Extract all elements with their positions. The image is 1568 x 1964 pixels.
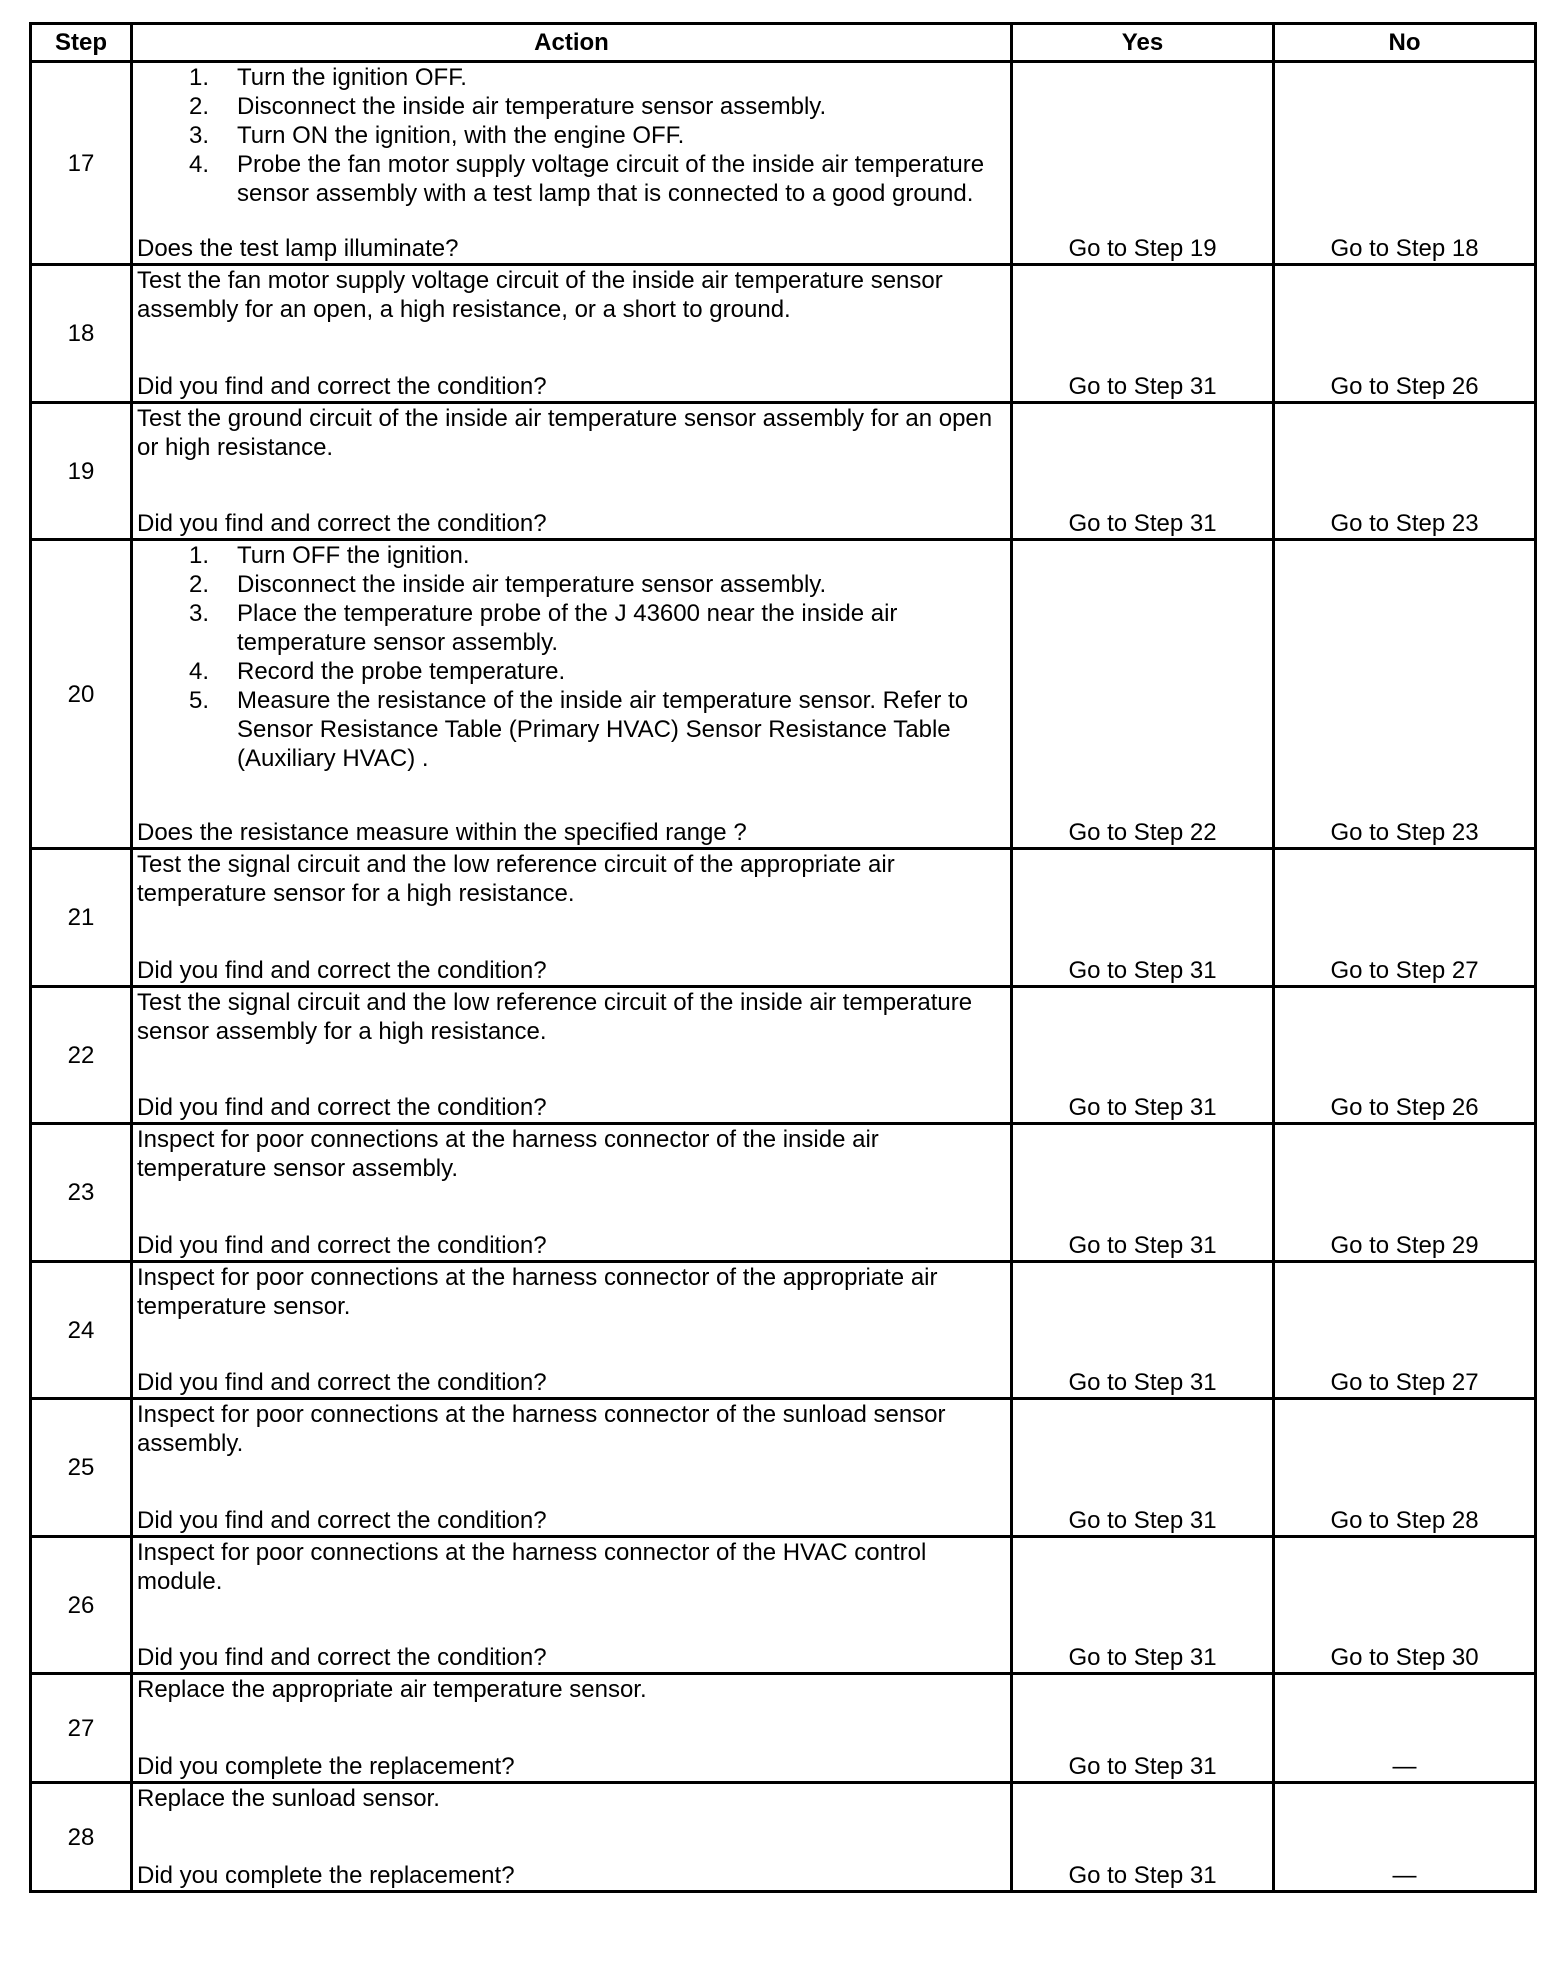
yes-result: Go to Step 31 <box>1068 1094 1217 1121</box>
list-item: 2. Disconnect the inside air temperature sensor assembly. <box>189 571 827 598</box>
action-question: Does the resistance measure within the specified range ? <box>137 819 747 846</box>
action-question: Did you complete the replacement? <box>137 1753 515 1780</box>
action-text: Test the signal circuit and the low reference circuit of the inside air temperature sensor assembly for a high resistance. <box>137 989 973 1045</box>
table-row <box>31 1674 1536 1783</box>
list-item: 1. Turn OFF the ignition. <box>189 542 470 569</box>
yes-result: Go to Step 31 <box>1068 1232 1217 1259</box>
no-result: Go to Step 28 <box>1330 1507 1479 1534</box>
yes-cell <box>1012 1124 1274 1262</box>
list-item-text: Turn OFF the ignition. <box>237 542 470 569</box>
list-item: 5. Measure the resistance of the inside air temperature sensor. Refer to Sensor Resistance Table (Primary HVAC) Sensor Resistance Table (Auxiliary HVAC) . <box>189 687 969 772</box>
action-cell <box>132 1674 1012 1783</box>
action-question: Did you find and correct the condition? <box>137 957 547 984</box>
no-cell <box>1274 849 1536 987</box>
table-row <box>31 62 1536 265</box>
no-result: — <box>1392 1753 1417 1780</box>
table-row <box>31 403 1536 540</box>
action-cell <box>132 1537 1012 1674</box>
yes-cell <box>1012 540 1274 849</box>
table-row <box>31 987 1536 1124</box>
action-question: Does the test lamp illuminate? <box>137 235 459 262</box>
no-cell <box>1274 1537 1536 1674</box>
step-number: 23 <box>31 1124 132 1262</box>
yes-result: Go to Step 31 <box>1068 373 1217 400</box>
no-result: Go to Step 27 <box>1330 957 1479 984</box>
yes-cell <box>1012 1399 1274 1537</box>
list-item-text: Probe the fan motor supply voltage circuit of the inside air temperature sensor assembly with a test lamp that is connected to a good ground. <box>237 151 985 207</box>
list-item: 4. Record the probe temperature. <box>189 658 566 685</box>
header-yes: Yes <box>1012 24 1274 62</box>
action-question: Did you find and correct the condition? <box>137 510 547 537</box>
yes-cell <box>1012 987 1274 1124</box>
action-cell <box>132 62 1012 265</box>
action-cell <box>132 1124 1012 1262</box>
list-item-text: Measure the resistance of the inside air temperature sensor. Refer to Sensor Resistance Table (Primary HVAC) Sensor Resistance Table (Auxiliary HVAC) . <box>237 687 969 772</box>
no-cell <box>1274 987 1536 1124</box>
diagnostic-table <box>29 22 1537 1893</box>
list-item-text: Turn the ignition OFF. <box>237 64 467 91</box>
instruction-list <box>133 541 1010 773</box>
header-action: Action <box>132 24 1012 62</box>
yes-cell <box>1012 62 1274 265</box>
step-number: 19 <box>31 403 132 540</box>
no-result: Go to Step 27 <box>1330 1369 1479 1396</box>
list-item: 2. Disconnect the inside air temperature sensor assembly. <box>189 93 827 120</box>
list-item: 3. Place the temperature probe of the J 43600 near the inside air temperature sensor assembly. <box>189 600 898 656</box>
action-cell <box>132 540 1012 849</box>
action-text: Inspect for poor connections at the harness connector of the appropriate air temperature sensor. <box>137 1264 938 1320</box>
action-cell <box>132 403 1012 540</box>
action-text: Test the fan motor supply voltage circuit of the inside air temperature sensor assembly for an open, a high resistance, or a short to ground. <box>137 267 943 323</box>
no-result: — <box>1392 1862 1417 1889</box>
table-row <box>31 1124 1536 1262</box>
no-cell <box>1274 1399 1536 1537</box>
list-item-text: Disconnect the inside air temperature sensor assembly. <box>237 571 827 598</box>
action-cell <box>132 265 1012 403</box>
action-question: Did you find and correct the condition? <box>137 1507 547 1534</box>
no-cell <box>1274 403 1536 540</box>
yes-result: Go to Step 31 <box>1068 1507 1217 1534</box>
yes-cell <box>1012 1537 1274 1674</box>
yes-result: Go to Step 31 <box>1068 957 1217 984</box>
list-item-text: Place the temperature probe of the J 43600 near the inside air temperature sensor assembly. <box>237 600 898 656</box>
header-step: Step <box>31 24 132 62</box>
no-result: Go to Step 23 <box>1330 819 1479 846</box>
action-cell <box>132 1399 1012 1537</box>
step-number: 20 <box>31 540 132 849</box>
no-result: Go to Step 18 <box>1330 235 1479 262</box>
yes-cell <box>1012 1262 1274 1399</box>
no-cell <box>1274 62 1536 265</box>
step-number: 28 <box>31 1783 132 1892</box>
list-item: 4. Probe the fan motor supply voltage circuit of the inside air temperature sensor assembly with a test lamp that is connected to a good ground. <box>189 151 985 207</box>
action-question: Did you find and correct the condition? <box>137 1094 547 1121</box>
action-question: Did you complete the replacement? <box>137 1862 515 1889</box>
action-text: Replace the sunload sensor. <box>137 1785 440 1812</box>
table-row <box>31 265 1536 403</box>
action-text: Replace the appropriate air temperature sensor. <box>137 1676 647 1703</box>
no-cell <box>1274 1124 1536 1262</box>
instruction-list <box>133 63 1010 208</box>
table-row <box>31 1537 1536 1674</box>
header-no: No <box>1274 24 1536 62</box>
action-question: Did you find and correct the condition? <box>137 1232 547 1259</box>
action-cell <box>132 1262 1012 1399</box>
yes-result: Go to Step 31 <box>1068 1862 1217 1889</box>
list-item: 3. Turn ON the ignition, with the engine OFF. <box>189 122 685 149</box>
yes-result: Go to Step 31 <box>1068 1644 1217 1671</box>
action-question: Did you find and correct the condition? <box>137 373 547 400</box>
no-result: Go to Step 26 <box>1330 1094 1479 1121</box>
no-cell <box>1274 265 1536 403</box>
yes-result: Go to Step 31 <box>1068 1369 1217 1396</box>
yes-cell <box>1012 265 1274 403</box>
step-number: 17 <box>31 62 132 265</box>
action-cell <box>132 1783 1012 1892</box>
yes-result: Go to Step 31 <box>1068 510 1217 537</box>
action-question: Did you find and correct the condition? <box>137 1644 547 1671</box>
yes-cell <box>1012 1674 1274 1783</box>
action-text: Inspect for poor connections at the harness connector of the sunload sensor assembly. <box>137 1401 946 1457</box>
action-cell <box>132 987 1012 1124</box>
no-result: Go to Step 26 <box>1330 373 1479 400</box>
no-result: Go to Step 30 <box>1330 1644 1479 1671</box>
yes-result: Go to Step 22 <box>1068 819 1217 846</box>
list-item: 1. Turn the ignition OFF. <box>189 64 467 91</box>
no-cell <box>1274 1783 1536 1892</box>
list-item-text: Turn ON the ignition, with the engine OFF. <box>237 122 685 149</box>
list-item-text: Record the probe temperature. <box>237 658 566 685</box>
step-number: 26 <box>31 1537 132 1674</box>
action-text: Inspect for poor connections at the harness connector of the HVAC control module. <box>137 1539 927 1595</box>
action-text: Inspect for poor connections at the harness connector of the inside air temperature sensor assembly. <box>137 1126 879 1182</box>
table-row <box>31 1783 1536 1892</box>
no-cell <box>1274 540 1536 849</box>
yes-cell <box>1012 403 1274 540</box>
yes-cell <box>1012 1783 1274 1892</box>
no-cell <box>1274 1674 1536 1783</box>
yes-result: Go to Step 19 <box>1068 235 1217 262</box>
yes-cell <box>1012 849 1274 987</box>
table-row <box>31 1262 1536 1399</box>
header-row <box>31 24 1536 62</box>
step-number: 18 <box>31 265 132 403</box>
action-question: Did you find and correct the condition? <box>137 1369 547 1396</box>
no-cell <box>1274 1262 1536 1399</box>
table-row <box>31 540 1536 849</box>
list-item-text: Disconnect the inside air temperature sensor assembly. <box>237 93 827 120</box>
action-text: Test the signal circuit and the low reference circuit of the appropriate air temperature sensor for a high resistance. <box>137 851 895 907</box>
step-number: 27 <box>31 1674 132 1783</box>
step-number: 21 <box>31 849 132 987</box>
no-result: Go to Step 23 <box>1330 510 1479 537</box>
step-number: 22 <box>31 987 132 1124</box>
yes-result: Go to Step 31 <box>1068 1753 1217 1780</box>
table-row <box>31 849 1536 987</box>
no-result: Go to Step 29 <box>1330 1232 1479 1259</box>
step-number: 24 <box>31 1262 132 1399</box>
table-row <box>31 1399 1536 1537</box>
action-cell <box>132 849 1012 987</box>
step-number: 25 <box>31 1399 132 1537</box>
action-text: Test the ground circuit of the inside air temperature sensor assembly for an open or high resistance. <box>137 405 993 461</box>
